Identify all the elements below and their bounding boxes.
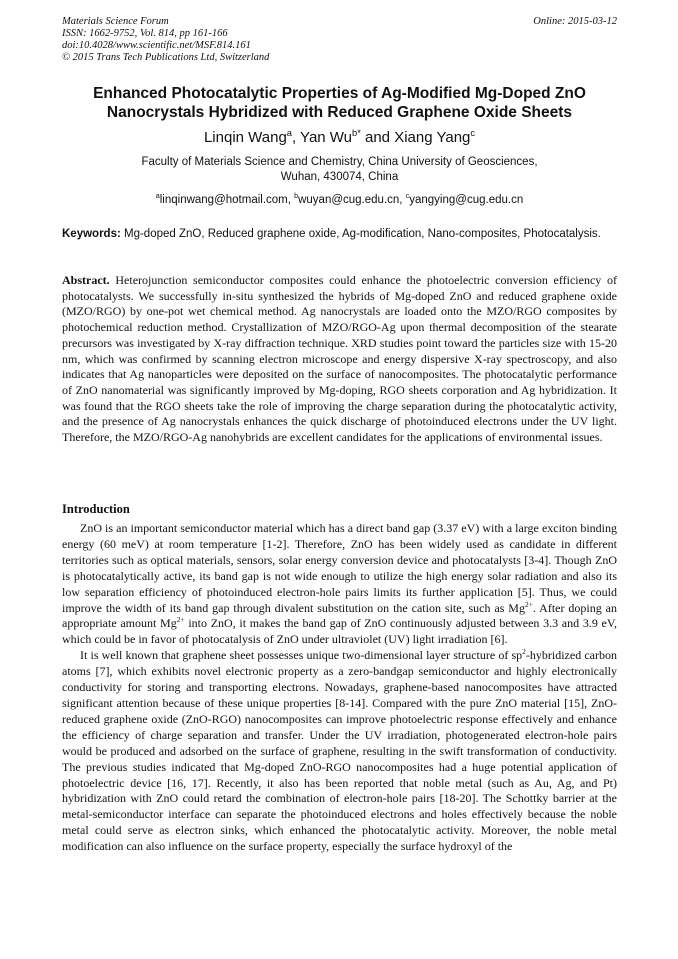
author-1: Linqin Wang	[203, 129, 287, 146]
paragraph-2	[62, 648, 617, 855]
title-line-1: Enhanced Photocatalytic Properties of Ag-Modified Mg-Doped ZnO	[93, 85, 586, 102]
paragraph-2-text-b: -hybridized carbon atoms [7], which exhibits novel electronic property as a zero-bandgap semiconductor and highly electronically conductivity for storing and transporting electrons. Nowadays, graphene-based nanocomposites have attracted significant attention because of these unique properties [8-14]. Compared with the pure ZnO material [15], ZnO-reduced graphene oxide (ZnO-RGO) nanocomposites can improve photoelectric response effectively and enhance the efficiency of charge separation and transfer. Under the UV irradiation, photogenerated electron-hole pairs would be produced and adsorbed on the surface of graphene, resulting in the swift transformation of conductivity. The previous studies indicated that Mg-doped ZnO-RGO nanocomposites had a huge potential application of photoelectric device [16, 17]. Recently, it also has been reported that noble metal (such as Au, Ag, and Pt) hybridization with ZnO could retard the combination of electron-hole pairs [18-20]. The Schottky barrier at the metal-semiconductor interface can separate the photoinduced electrons and holes effectively because the noble metal could serve as electron sinks, which enhanced the photocatalytic activity. Moreover, the noble metal modification can also influence on the surface property, especially the surface hydroxyl of the	[62, 648, 617, 854]
email-3-mark: c	[405, 192, 410, 201]
author-2: Yan Wu	[300, 129, 353, 146]
affiliation-line-2: Wuhan, 430074, China	[280, 171, 399, 183]
author-1-mark: a	[286, 128, 292, 138]
email-2[interactable]: wuyan@cug.edu.cn,	[298, 194, 406, 206]
introduction-body	[62, 521, 617, 855]
email-1-mark: a	[155, 192, 160, 201]
introduction-heading: Introduction	[62, 502, 130, 516]
author-3-mark: c	[470, 128, 476, 138]
copyright-line: © 2015 Trans Tech Publications Ltd, Switzerland	[62, 52, 270, 63]
journal-header	[62, 16, 617, 64]
paper-title	[62, 84, 617, 122]
author-separator-2: and	[360, 129, 395, 146]
paragraph-1-text-a: ZnO is an important semiconductor material which has a direct band gap (3.37 eV) with a large exciton binding energy (60 meV) at room temperature [1-2]. Therefore, ZnO has been widely used as candidate in different territories such as optical materials, sensors, solar energy conversion device and photocatalysts [3-4]. Though ZnO is photocatalytically active, its band gap is not wide enough to utilize the high energy solar radiation and also its low separation efficiency of photoinduced electron-hole pairs limits its further application [5]. Thus, we could improve the width of its band gap through divalent substitution on the cation site, such as Mg	[62, 521, 617, 615]
email-2-mark: b	[294, 192, 299, 201]
affiliation-line-1: Faculty of Materials Science and Chemistry, China University of Geosciences,	[141, 156, 538, 168]
email-list	[62, 193, 617, 208]
online-date: Online: 2015-03-12	[533, 16, 617, 27]
author-separator-1: ,	[291, 129, 301, 146]
abstract-label: Abstract.	[62, 273, 110, 287]
author-list	[62, 129, 617, 147]
paragraph-2-text-a: It is well known that graphene sheet possesses unique two-dimensional layer structure of sp	[80, 648, 523, 663]
abstract	[62, 273, 617, 446]
superscript-hybridization: 2	[522, 647, 526, 657]
title-line-2: Nanocrystals Hybridized with Reduced Graphene Oxide Sheets	[106, 104, 573, 121]
superscript-charge: 2+	[524, 599, 533, 609]
abstract-text: Heterojunction semiconductor composites could enhance the photoelectric conversion efficiency of photocatalysts. We successfully in-situ synthesized the hybrids of Mg-doped ZnO and reduced graphene oxide (MZO/RGO) by one-pot wet chemical method. Ag nanocrystals are loaded onto the MZO/RGO composites by photochemical reduction method. Crystallization of MZO/RGO-Ag upon thermal decomposition of the stearate precursors was investigated by X-ray diffraction technique. XRD studies point toward the particles size with 15-20 nm, which was confirmed by scanning electron microscope and energy dispersive X-ray spectroscopy, and also indicates that Ag nanoparticles were deposited on the surface of nanocomposites. The photocatalytic performance of ZnO nanomaterial was significantly improved by Mg-doping, RGO sheets corporation and Ag hybridization. It was found that the RGO sheets take the role of improving the charge separation during the photocatalytic activity, and the presence of Ag nanocrystals enhances the quick discharge of photoinduced electrons under the UV light. Therefore, the MZO/RGO-Ag nanohybrids are excellent candidates for the applications of environmental issues.	[62, 273, 617, 445]
keywords	[62, 227, 617, 242]
author-2-mark: b*	[352, 128, 361, 138]
issn-line: ISSN: 1662-9752, Vol. 814, pp 161-166	[62, 28, 228, 39]
keywords-text: Mg-doped ZnO, Reduced graphene oxide, Ag-modification, Nano-composites, Photocatalysis.	[120, 228, 601, 240]
superscript-charge: 2+	[176, 615, 185, 625]
journal-name: Materials Science Forum	[62, 16, 169, 27]
paragraph-1-text-b: . After doping an appropriate amount Mg	[62, 600, 617, 631]
keywords-label: Keywords:	[62, 228, 121, 240]
paragraph-1-text-c: into ZnO, it makes the band gap of ZnO continuously adjusted between 3.3 and 3.9 eV, which could be in favor of photocatalysis of ZnO under ultraviolet (UV) light irradiation [6].	[62, 616, 617, 647]
paragraph-1	[62, 521, 617, 648]
affiliation	[62, 155, 617, 185]
doi-line: doi:10.4028/www.scientific.net/MSF.814.161	[62, 40, 251, 51]
author-3: Xiang Yang	[394, 129, 471, 146]
email-1[interactable]: linqinwang@hotmail.com,	[159, 194, 295, 206]
email-3[interactable]: yangying@cug.edu.cn	[409, 194, 524, 206]
